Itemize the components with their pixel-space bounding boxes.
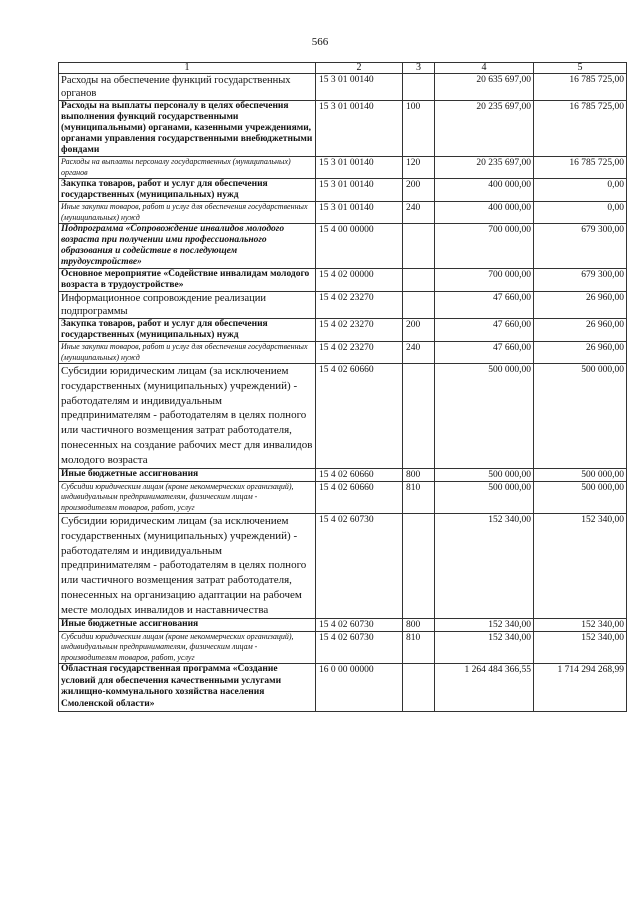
table-row [59,514,627,619]
row-name-cell: Расходы на выплаты персоналу государственных (муниципальных) органов [59,157,316,179]
row-name-cell: Закупка товаров, работ и услуг для обеспечения государственных (муниципальных) нужд [59,179,316,202]
row-sum-2021-cell: 152 340,00 [435,618,534,631]
table-row [59,292,627,319]
row-sum-2021-cell: 500 000,00 [435,468,534,481]
row-sum-2022-cell: 26 960,00 [534,292,627,319]
row-name-cell: Областная государственная программа «Создание условий для обеспечения качественными услугами жилищно-коммунального хозяйства населения Смоленской области» [59,664,316,711]
row-name-cell: Иные бюджетные ассигнования [59,468,316,481]
table-row [59,319,627,342]
table-row [59,202,627,224]
header-row [59,63,627,74]
row-sum-2021-cell: 400 000,00 [435,202,534,224]
row-code-cell: 15 4 02 60730 [316,631,403,664]
row-sum-2021-cell: 400 000,00 [435,179,534,202]
row-vr-cell: 200 [403,319,435,342]
row-vr-cell: 240 [403,202,435,224]
row-code-cell: 15 4 02 60660 [316,481,403,514]
row-sum-2021-cell: 700 000,00 [435,269,534,292]
row-name-cell: Субсидии юридическим лицам (кроме некоммерческих организаций), индивидуальным предпринимателям, физическим лицам - производителям товаров, работ, услуг [59,631,316,664]
row-sum-2022-cell: 152 340,00 [534,631,627,664]
row-code-cell: 15 4 02 23270 [316,292,403,319]
header-col-3: 3 [403,63,435,74]
row-code-cell: 15 4 02 23270 [316,319,403,342]
row-code-cell: 15 3 01 00140 [316,101,403,157]
row-code-cell: 15 4 02 23270 [316,342,403,364]
row-code-cell: 15 4 02 60660 [316,364,403,469]
header-col-2: 2 [316,63,403,74]
table-row [59,364,627,469]
row-vr-cell: 120 [403,157,435,179]
row-name-cell: Субсидии юридическим лицам (кроме некоммерческих организаций), индивидуальным предпринимателям, физическим лицам - производителям товаров, работ, услуг [59,481,316,514]
table-row [59,342,627,364]
row-name-cell: Расходы на обеспечение функций государственных органов [59,74,316,101]
row-sum-2022-cell: 500 000,00 [534,364,627,469]
row-sum-2022-cell: 679 300,00 [534,269,627,292]
row-name-cell: Иные закупки товаров, работ и услуг для обеспечения государственных (муниципальных) нужд [59,202,316,224]
row-vr-cell [403,364,435,469]
row-sum-2022-cell: 152 340,00 [534,514,627,619]
row-sum-2022-cell: 0,00 [534,179,627,202]
row-sum-2021-cell: 700 000,00 [435,224,534,269]
row-sum-2021-cell: 1 264 484 366,55 [435,664,534,711]
row-sum-2021-cell: 20 635 697,00 [435,74,534,101]
row-name-cell: Иные закупки товаров, работ и услуг для обеспечения государственных (муниципальных) нужд [59,342,316,364]
row-sum-2022-cell: 500 000,00 [534,468,627,481]
table-row [59,157,627,179]
row-name-cell: Расходы на выплаты персоналу в целях обеспечения выполнения функций государственными (муниципальными) органами, казенными учреждениями, органами управления государственными внебюджетными фондами [59,101,316,157]
table-row [59,618,627,631]
budget-table-container [58,62,626,712]
row-name-cell: Иные бюджетные ассигнования [59,618,316,631]
table-row [59,269,627,292]
row-sum-2021-cell: 47 660,00 [435,319,534,342]
budget-table [58,62,627,712]
table-body [59,74,627,712]
row-vr-cell: 100 [403,101,435,157]
row-sum-2022-cell: 500 000,00 [534,481,627,514]
row-sum-2021-cell: 500 000,00 [435,364,534,469]
row-vr-cell [403,664,435,711]
row-name-cell: Субсидии юридическим лицам (за исключением государственных (муниципальных) учреждений) - работодателям и индивидуальным предпринимателям - работодателям в целях полного или частичного возмещения затрат работодателя, понесенных на создание рабочих мест для инвалидов молодого возраста [59,364,316,469]
row-sum-2021-cell: 152 340,00 [435,631,534,664]
row-vr-cell: 800 [403,468,435,481]
header-col-5: 5 [534,63,627,74]
table-row [59,179,627,202]
row-sum-2021-cell: 500 000,00 [435,481,534,514]
table-row [59,664,627,711]
row-sum-2022-cell: 16 785 725,00 [534,157,627,179]
table-row [59,74,627,101]
row-code-cell: 15 3 01 00140 [316,202,403,224]
table-row [59,101,627,157]
row-code-cell: 15 4 02 60660 [316,468,403,481]
row-vr-cell: 800 [403,618,435,631]
row-vr-cell [403,269,435,292]
row-sum-2021-cell: 47 660,00 [435,292,534,319]
table-row [59,631,627,664]
row-sum-2022-cell: 16 785 725,00 [534,101,627,157]
row-vr-cell: 240 [403,342,435,364]
row-code-cell: 15 3 01 00140 [316,74,403,101]
row-vr-cell [403,74,435,101]
row-sum-2022-cell: 679 300,00 [534,224,627,269]
row-code-cell: 16 0 00 00000 [316,664,403,711]
row-sum-2022-cell: 152 340,00 [534,618,627,631]
row-code-cell: 15 4 02 00000 [316,269,403,292]
header-col-4: 4 [435,63,534,74]
row-code-cell: 15 4 02 60730 [316,514,403,619]
row-name-cell: Подпрограмма «Сопровождение инвалидов молодого возраста при получении ими профессионального образования и содействие в последующем трудоустройстве» [59,224,316,269]
row-sum-2021-cell: 47 660,00 [435,342,534,364]
row-code-cell: 15 3 01 00140 [316,179,403,202]
row-vr-cell: 810 [403,481,435,514]
page-number: 566 [311,36,329,48]
row-sum-2022-cell: 16 785 725,00 [534,74,627,101]
table-row [59,481,627,514]
header-col-1: 1 [59,63,316,74]
row-sum-2022-cell: 26 960,00 [534,342,627,364]
row-name-cell: Субсидии юридическим лицам (за исключением государственных (муниципальных) учреждений) - работодателям и индивидуальным предпринимателям - работодателям в целях полного или частичного возмещения затрат работодателя, понесенных на организацию адаптации на рабочем месте молодых инвалидов и наставничества [59,514,316,619]
row-sum-2021-cell: 20 235 697,00 [435,101,534,157]
table-row [59,224,627,269]
row-sum-2022-cell: 1 714 294 268,99 [534,664,627,711]
row-sum-2021-cell: 152 340,00 [435,514,534,619]
row-code-cell: 15 4 00 00000 [316,224,403,269]
row-name-cell: Информационное сопровождение реализации подпрограммы [59,292,316,319]
row-vr-cell [403,224,435,269]
row-name-cell: Закупка товаров, работ и услуг для обеспечения государственных (муниципальных) нужд [59,319,316,342]
row-code-cell: 15 3 01 00140 [316,157,403,179]
row-vr-cell: 810 [403,631,435,664]
row-vr-cell [403,514,435,619]
row-vr-cell [403,292,435,319]
row-sum-2022-cell: 26 960,00 [534,319,627,342]
row-vr-cell: 200 [403,179,435,202]
row-sum-2021-cell: 20 235 697,00 [435,157,534,179]
row-code-cell: 15 4 02 60730 [316,618,403,631]
table-row [59,468,627,481]
row-sum-2022-cell: 0,00 [534,202,627,224]
row-name-cell: Основное мероприятие «Содействие инвалидам молодого возраста в трудоустройстве» [59,269,316,292]
